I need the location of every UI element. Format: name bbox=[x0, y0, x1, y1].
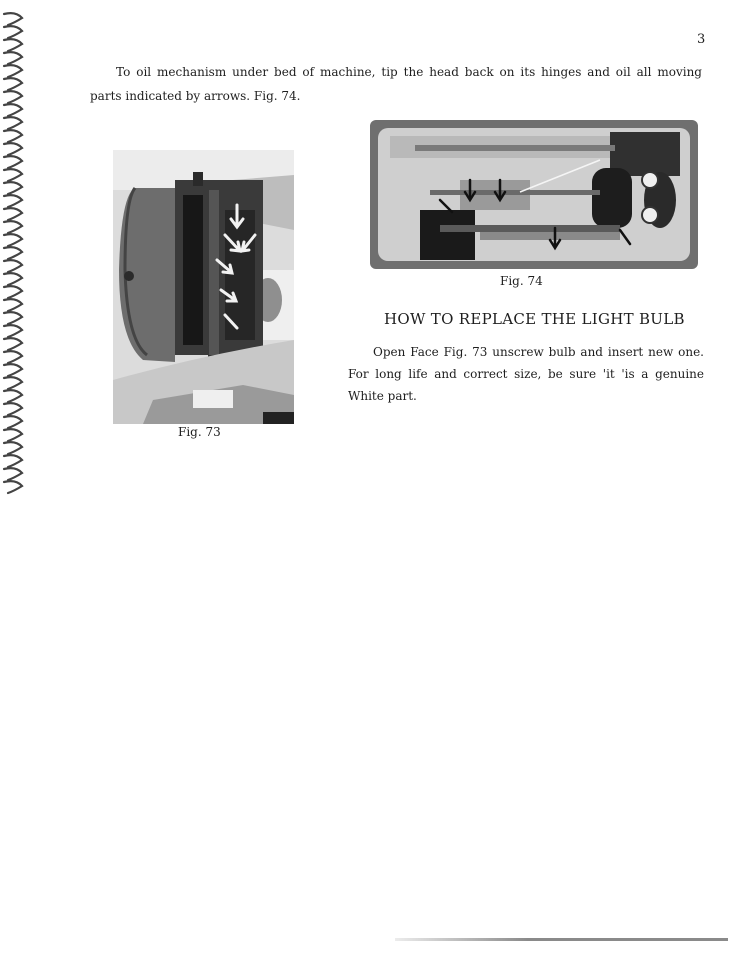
figure-74-caption: Fig. 74 bbox=[500, 274, 543, 288]
figure-74-photo bbox=[370, 120, 698, 269]
instruction-line-3: White part. bbox=[348, 389, 417, 403]
intro-line-1: To oil mechanism under bed of machine, tip the head back on its hinges and oil all moving bbox=[116, 65, 702, 79]
bulb-instructions bbox=[348, 341, 704, 407]
figure-73-photo bbox=[113, 150, 294, 424]
section-heading: HOW TO REPLACE THE LIGHT BULB bbox=[384, 310, 685, 328]
intro-line-2: parts indicated by arrows. Fig. 74. bbox=[90, 89, 301, 103]
figure-73-caption: Fig. 73 bbox=[178, 425, 221, 439]
intro-paragraph bbox=[90, 60, 702, 108]
instruction-line-1: Open Face Fig. 73 unscrew bulb and insert new one. bbox=[373, 345, 704, 359]
footer-rule bbox=[395, 938, 728, 941]
instruction-line-2: For long life and correct size, be sure 'it 'is a genuine bbox=[348, 367, 704, 381]
spiral-binding bbox=[0, 0, 40, 500]
page-number: 3 bbox=[697, 32, 706, 47]
